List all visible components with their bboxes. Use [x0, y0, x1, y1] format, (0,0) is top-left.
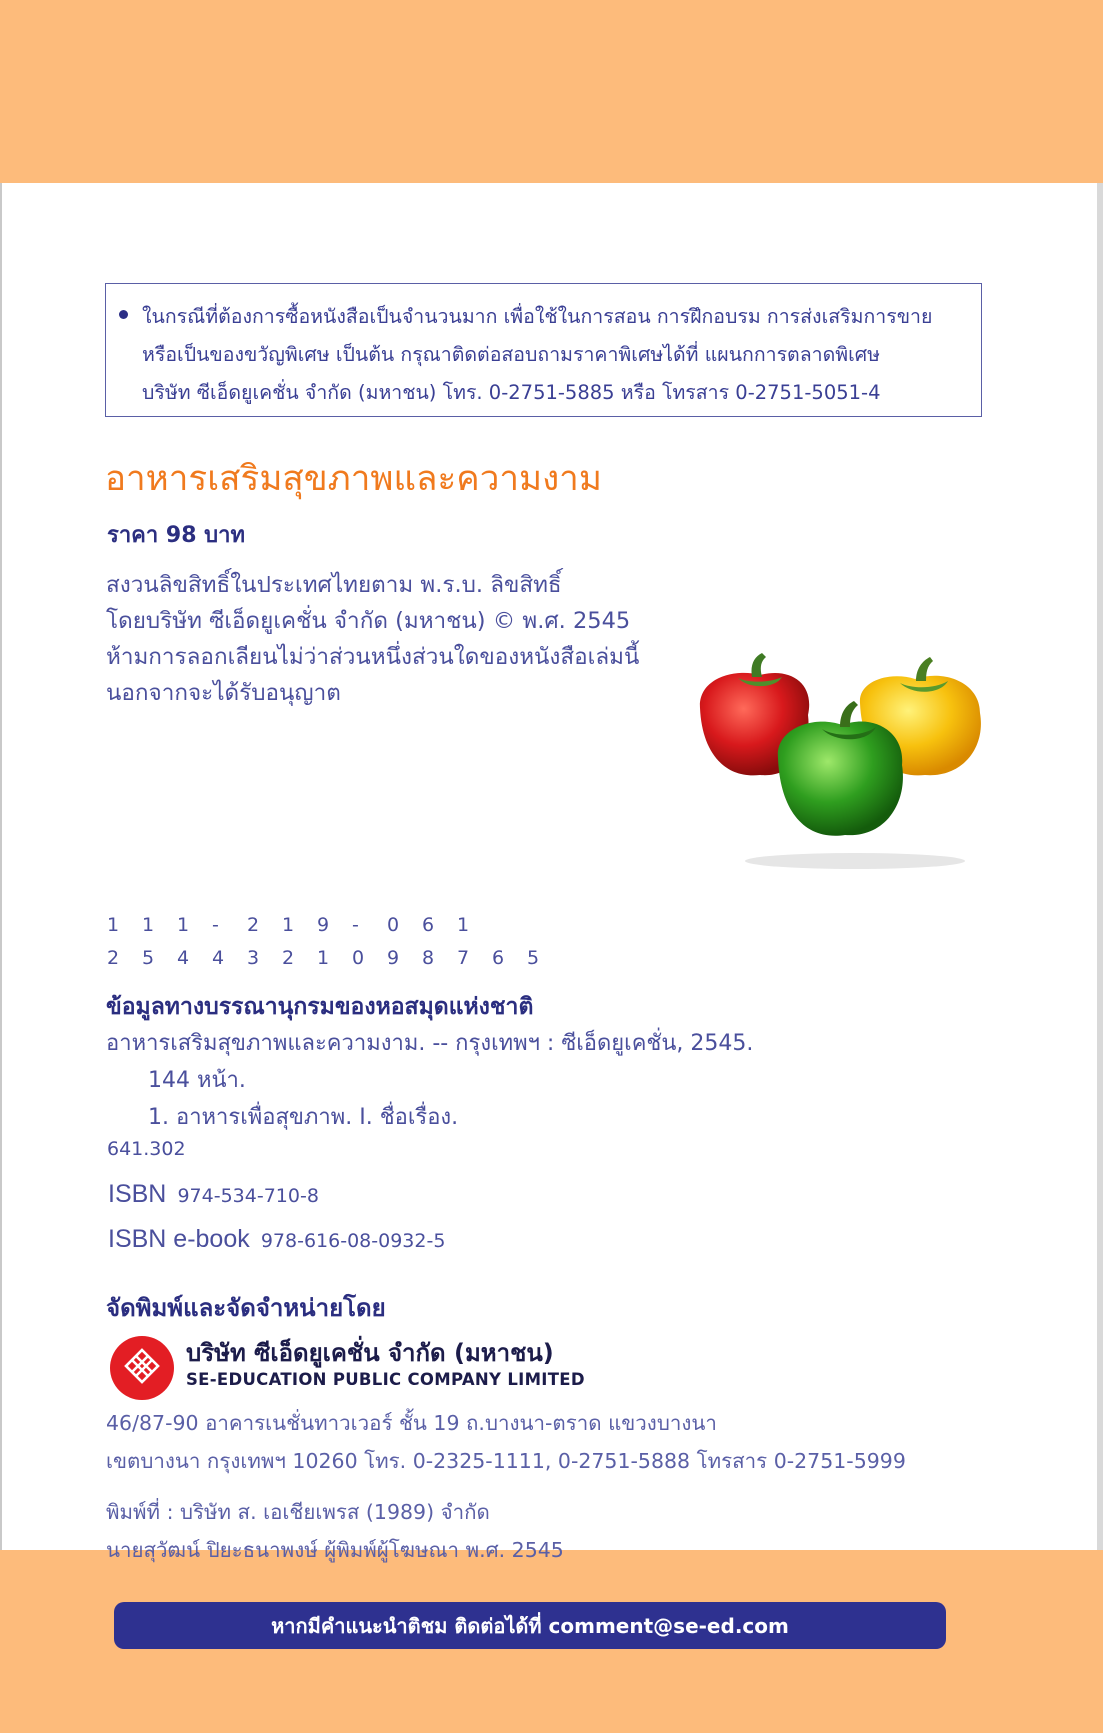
code-digit: -: [352, 914, 359, 936]
catalog-line-3: 1. อาหารเพื่อสุขภาพ. I. ชื่อเรื่อง.: [148, 1105, 459, 1130]
code-digit: 4: [177, 947, 190, 969]
code-digit: 9: [387, 947, 400, 969]
code-digit: 1: [317, 947, 330, 969]
code-digit: 1: [457, 914, 470, 936]
rights-line-2: โดยบริษัท ซีเอ็ดยูเคชั่น จำกัด (มหาชน) © พ.ศ. 2545: [106, 608, 631, 634]
isbn-print: [108, 1180, 319, 1209]
bulk-order-notice: [105, 283, 982, 417]
company-name-thai: บริษัท ซีเอ็ดยูเคชั่น จำกัด (มหาชน): [186, 1339, 554, 1367]
pepper-shadow: [745, 853, 965, 869]
code-digit: 2: [107, 947, 120, 969]
book-title: อาหารเสริมสุขภาพและความงาม: [105, 459, 602, 499]
comment-contact-banner: หากมีคำแนะนำติชม ติดต่อได้ที่ comment@se-ed.com: [114, 1602, 946, 1649]
publisher-heading: จัดพิมพ์และจัดจำหน่ายโดย: [106, 1294, 386, 1322]
code-digit: 0: [387, 914, 400, 936]
code-digit: 1: [107, 914, 120, 936]
rights-line-1: สงวนลิขสิทธิ์ในประเทศไทยตาม พ.ร.บ. ลิขสิทธิ์: [106, 572, 562, 598]
book-price: ราคา 98 บาท: [107, 523, 245, 548]
address-line-1: 46/87-90 อาคารเนชั่นทาวเวอร์ ชั้น 19 ถ.บางนา-ตราด แขวงบางนา: [106, 1411, 717, 1435]
isbn-ebook-value: 978-616-08-0932-5: [260, 1230, 446, 1252]
catalog-line-1: อาหารเสริมสุขภาพและความงาม. -- กรุงเทพฯ : ซีเอ็ดยูเคชั่น, 2545.: [106, 1031, 754, 1056]
code-digit: 6: [422, 914, 435, 936]
code-digit: 9: [317, 914, 330, 936]
code-digit: 0: [352, 947, 365, 969]
code-digit: 2: [247, 914, 260, 936]
address-line-2: เขตบางนา กรุงเทพฯ 10260 โทร. 0-2325-1111, 0-2751-5888 โทรสาร 0-2751-5999: [106, 1449, 906, 1473]
page-edge-left: [0, 183, 2, 1550]
isbn-ebook: [108, 1225, 445, 1254]
copyright-page: [0, 183, 1103, 1638]
code-digit: 2: [282, 947, 295, 969]
company-name-english: SE-EDUCATION PUBLIC COMPANY LIMITED: [186, 1370, 585, 1389]
catalog-line-2: 144 หน้า.: [148, 1068, 246, 1093]
printer-line-1: พิมพ์ที่ : บริษัท ส. เอเชียเพรส (1989) จำกัด: [106, 1500, 490, 1524]
catalog-heading: ข้อมูลทางบรรณานุกรมของหอสมุดแห่งชาติ: [106, 994, 534, 1020]
print-code-row-2: [107, 947, 562, 969]
code-digit: 6: [492, 947, 505, 969]
bell-peppers-image: [690, 653, 1010, 873]
code-digit: 1: [282, 914, 295, 936]
code-digit: 1: [142, 914, 155, 936]
print-code-row-1: [107, 914, 492, 936]
isbn-value: 974-534-710-8: [177, 1185, 319, 1207]
notice-line-1: ในกรณีที่ต้องการซื้อหนังสือเป็นจำนวนมาก เพื่อใช้ในการสอน การฝึกอบรม การส่งเสริมการขาย: [142, 305, 933, 328]
code-digit: 4: [212, 947, 225, 969]
code-digit: 8: [422, 947, 435, 969]
code-digit: 3: [247, 947, 260, 969]
notice-line-2: หรือเป็นของขวัญพิเศษ เป็นต้น กรุณาติดต่อสอบถามราคาพิเศษได้ที่ แผนกการตลาดพิเศษ: [142, 343, 881, 366]
isbn-ebook-label: ISBN e-book: [108, 1225, 250, 1253]
isbn-label: ISBN: [108, 1180, 167, 1208]
code-digit: 1: [177, 914, 190, 936]
rights-line-4: นอกจากจะได้รับอนุญาต: [106, 680, 341, 706]
notice-line-3: บริษัท ซีเอ็ดยูเคชั่น จำกัด (มหาชน) โทร. 0-2751-5885 หรือ โทรสาร 0-2751-5051-4: [142, 381, 881, 404]
code-digit: 7: [457, 947, 470, 969]
catalog-class-number: 641.302: [107, 1138, 186, 1160]
code-digit: -: [212, 914, 219, 936]
copyright-statement: [106, 567, 639, 711]
se-ed-logo-icon: [110, 1336, 174, 1400]
rights-line-3: ห้ามการลอกเลียนไม่ว่าส่วนหนึ่งส่วนใดของหนังสือเล่มนี้: [106, 644, 640, 670]
code-digit: 5: [142, 947, 155, 969]
printer-line-2: นายสุวัฒน์ ปิยะธนาพงษ์ ผู้พิมพ์ผู้โฆษณา พ.ศ. 2545: [106, 1538, 564, 1562]
code-digit: 5: [527, 947, 540, 969]
bullet-icon: [119, 310, 128, 319]
page-edge-right: [1097, 183, 1103, 1550]
